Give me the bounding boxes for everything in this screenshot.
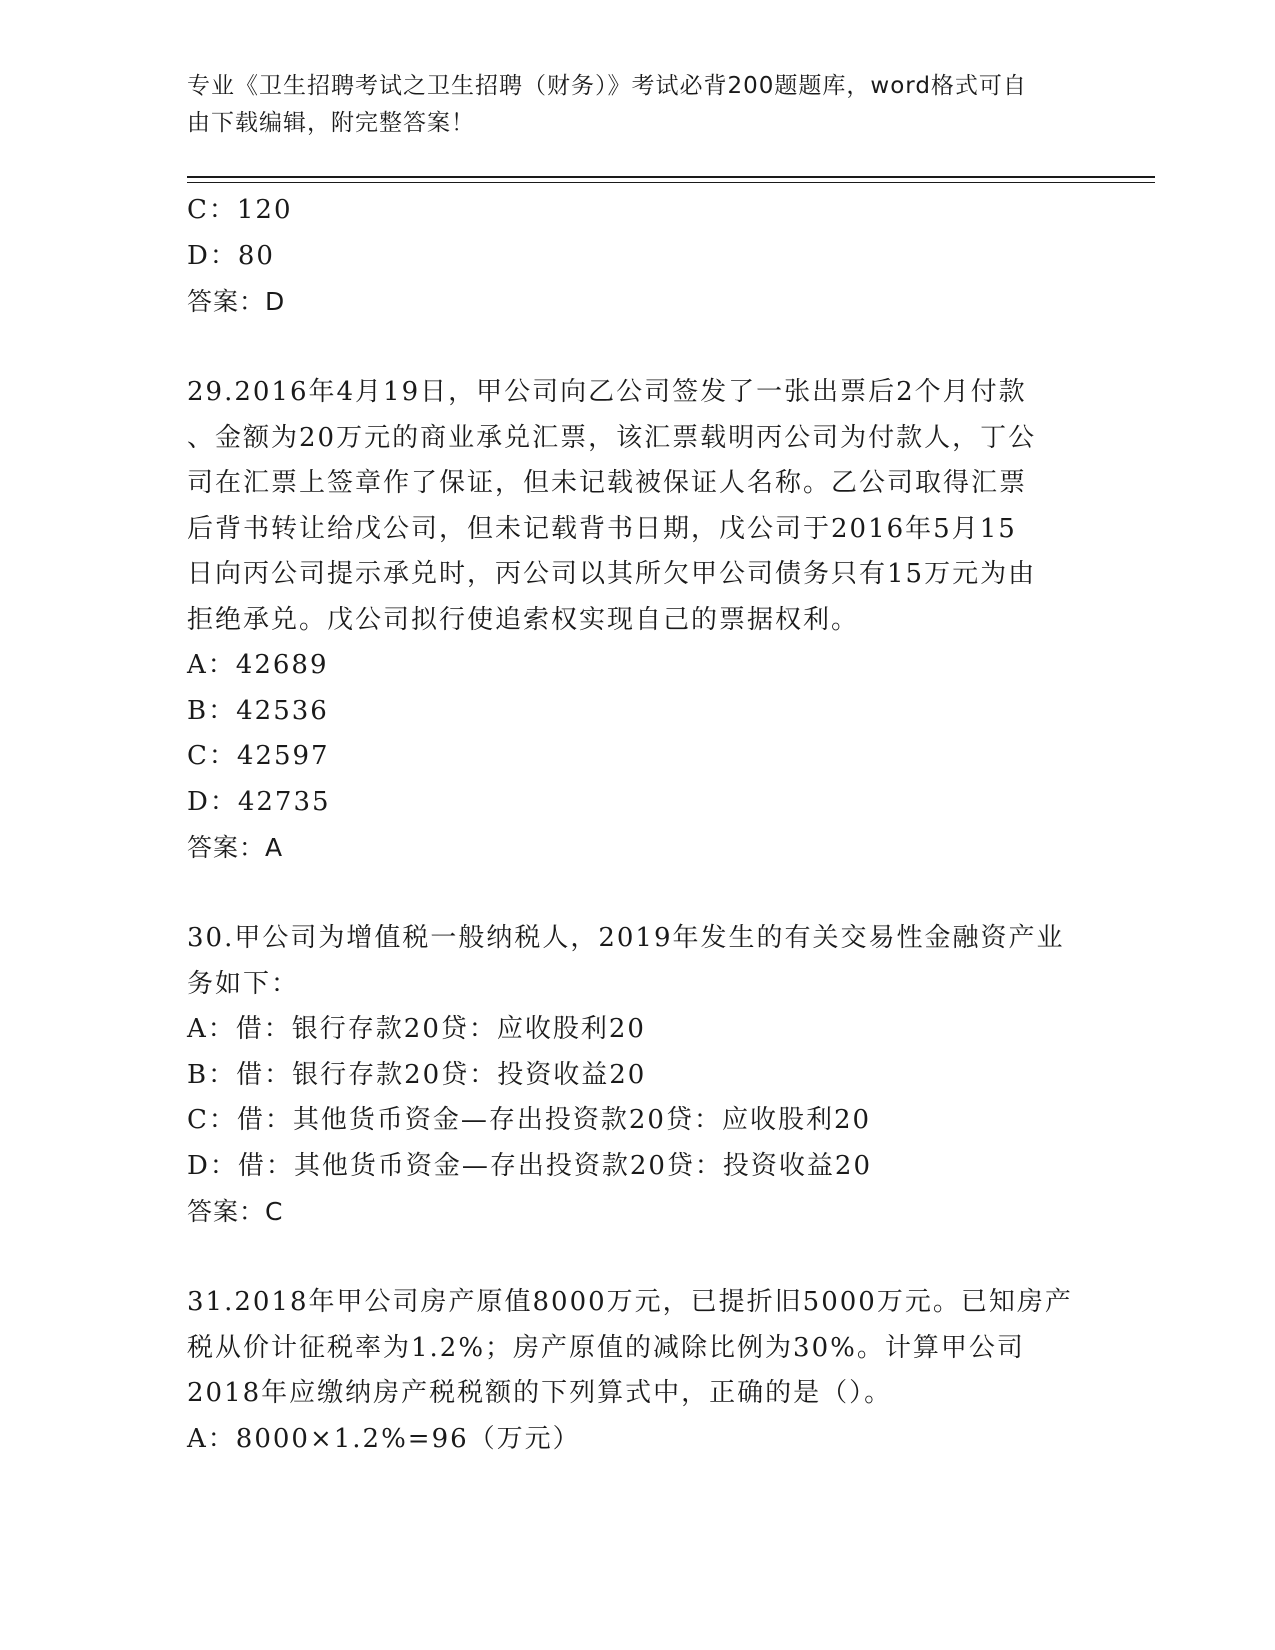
document-header [187, 68, 1087, 142]
header-rule-thick [187, 176, 1155, 178]
q29-stem-line: 拒绝承兑。戊公司拟行使追索权实现自己的票据权利。 [187, 604, 860, 635]
q28-option-d: D：80 [187, 240, 275, 271]
q31-stem-line: 31.2018年甲公司房产原值8000万元，已提折旧5000万元。已知房产 [187, 1287, 1073, 1317]
spacer [187, 1235, 1087, 1281]
q29-stem-line: 日向丙公司提示承兑时，丙公司以其所欠甲公司债务只有15万元为由 [187, 559, 1037, 589]
q29-answer: 答案：A [187, 833, 284, 862]
q31-stem-line: 税从价计征税率为1.2%；房产原值的减除比例为30%。计算甲公司 [187, 1332, 1025, 1363]
spacer [187, 871, 1087, 917]
q29-option-b: B：42536 [187, 695, 329, 726]
q29-stem-line: 、金额为20万元的商业承兑汇票，该汇票载明丙公司为付款人，丁公 [187, 422, 1037, 453]
q30-option-b: B：借：银行存款20贷：投资收益20 [187, 1059, 647, 1090]
q29-option-d: D：42735 [187, 786, 331, 817]
q30-option-a: A：借：银行存款20贷：应收股利20 [187, 1014, 646, 1044]
q30-option-d: D：借：其他货币资金—存出投资款20贷：投资收益20 [187, 1150, 873, 1181]
q29-stem-line: 后背书转让给戊公司，但未记载背书日期，戊公司于2016年5月15 [187, 513, 1017, 544]
document-body [187, 188, 1087, 1462]
q30-stem-line: 30.甲公司为增值税一般纳税人，2019年发生的有关交易性金融资产业 [187, 923, 1065, 953]
q29-stem-line: 司在汇票上签章作了保证，但未记载被保证人名称。乙公司取得汇票 [187, 468, 1028, 498]
header-line-1: 专业《卫生招聘考试之卫生招聘（财务）》考试必背200题题库，word格式可自 [187, 73, 1027, 99]
q31-option-a: A：8000×1.2%=96（万元） [187, 1423, 581, 1454]
q29-option-a: A：42689 [187, 650, 329, 680]
q30-answer: 答案：C [187, 1197, 284, 1226]
header-line-2: 由下载编辑，附完整答案！ [187, 110, 475, 136]
q28-option-c: C：120 [187, 195, 293, 225]
q31-stem-line: 2018年应缴纳房产税税额的下列算式中，正确的是（）。 [187, 1378, 893, 1408]
q29-stem-line: 29.2016年4月19日，甲公司向乙公司签发了一张出票后2个月付款 [187, 377, 1027, 407]
q30-stem-line: 务如下： [187, 968, 300, 999]
q28-answer: 答案：D [187, 287, 286, 316]
header-rule-thin [187, 182, 1155, 183]
spacer [187, 325, 1087, 371]
q29-option-c: C：42597 [187, 741, 330, 771]
q30-option-c: C：借：其他货币资金—存出投资款20贷：应收股利20 [187, 1105, 872, 1135]
